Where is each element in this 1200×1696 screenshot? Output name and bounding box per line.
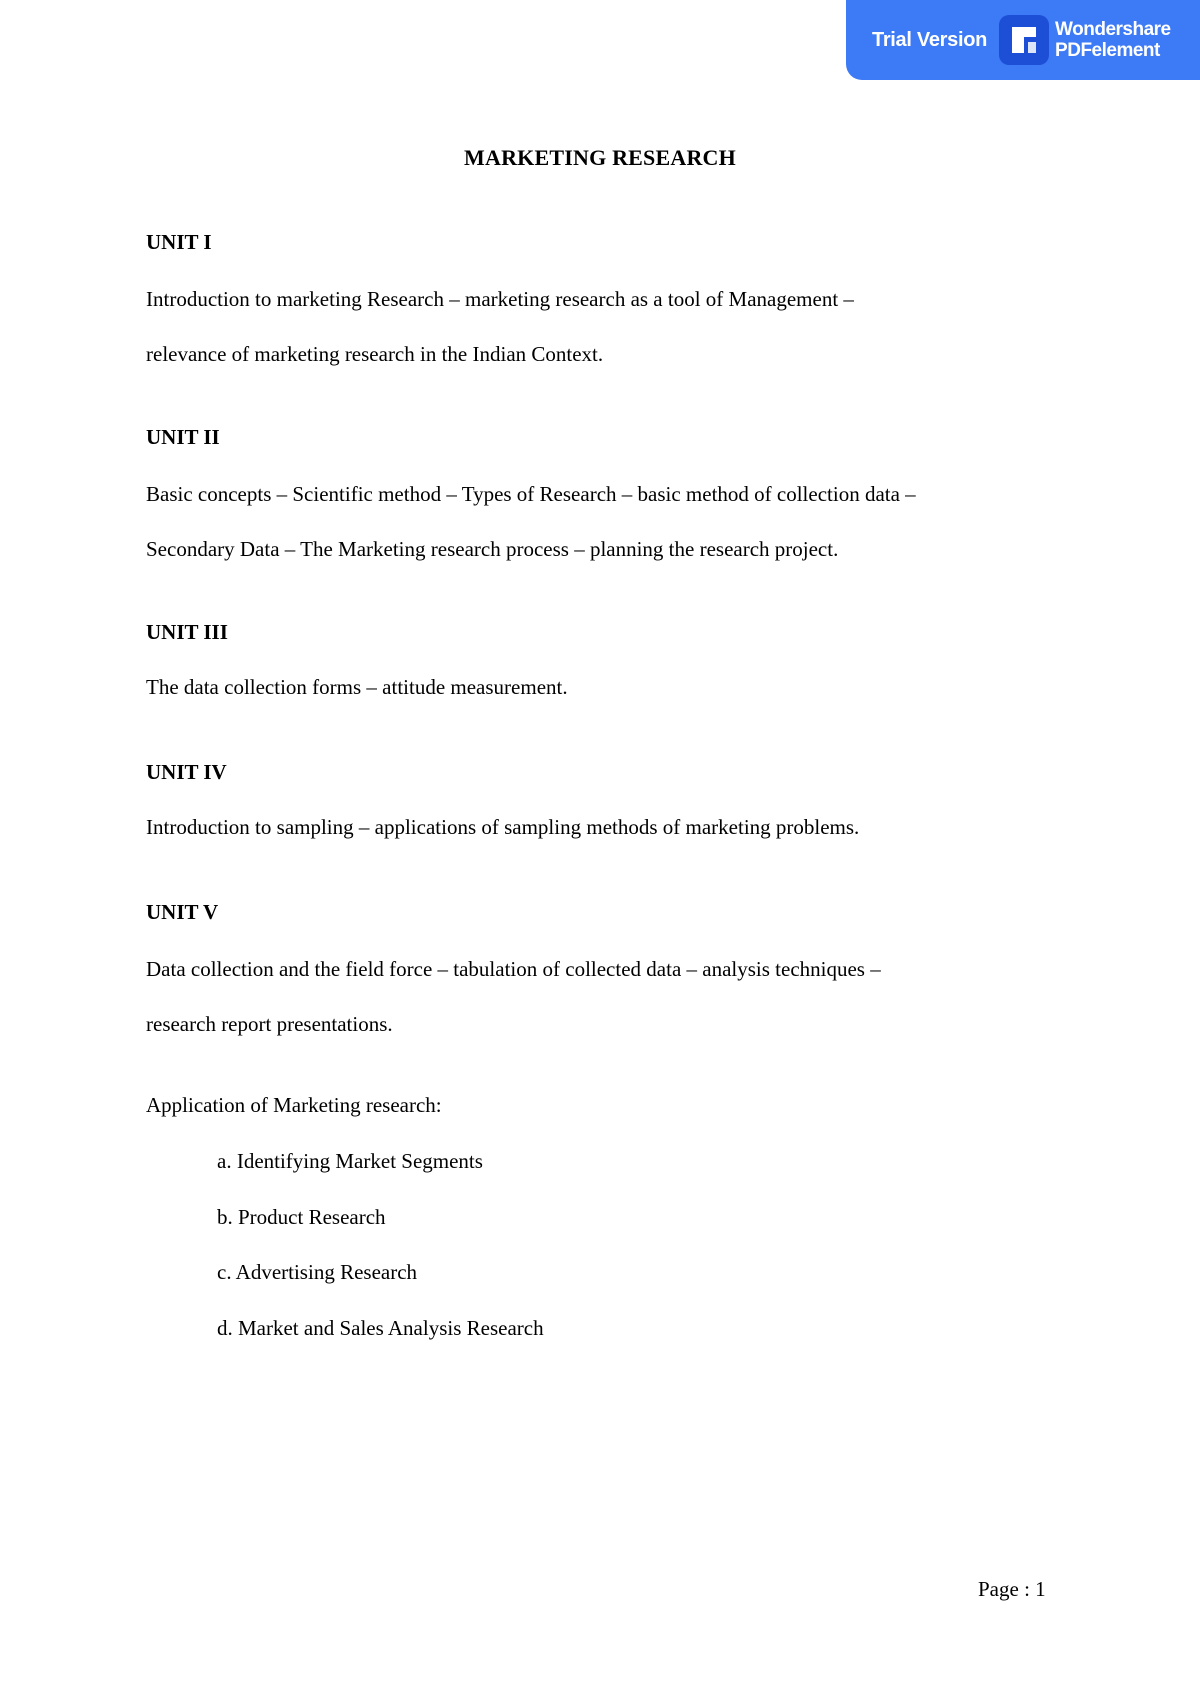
application-item-b: b. Product Research xyxy=(217,1205,386,1229)
brand-line-1: Wondershare xyxy=(1055,19,1171,40)
unit-2-line-1: Basic concepts – Scientific method – Types of Research – basic method of collection data – xyxy=(146,482,916,506)
unit-2-heading: UNIT II xyxy=(146,425,220,449)
unit-5-heading: UNIT V xyxy=(146,900,219,924)
brand-line-2: PDFelement xyxy=(1055,40,1160,61)
application-item-a: a. Identifying Market Segments xyxy=(217,1149,483,1173)
unit-1-line-2: relevance of marketing research in the Indian Context. xyxy=(146,342,604,366)
page-number: Page : 1 xyxy=(978,1577,1046,1601)
applications-intro: Application of Marketing research: xyxy=(146,1093,442,1117)
unit-5-line-1: Data collection and the field force – tabulation of collected data – analysis techniques – xyxy=(146,957,881,981)
trial-version-label: Trial Version xyxy=(872,28,988,51)
brand-name xyxy=(1055,19,1171,61)
unit-1-heading: UNIT I xyxy=(146,230,212,254)
pdfelement-logo-icon xyxy=(999,15,1049,65)
document-title: MARKETING RESEARCH xyxy=(464,145,736,170)
application-item-c: c. Advertising Research xyxy=(217,1260,418,1284)
unit-1-paragraph xyxy=(146,272,1056,382)
unit-5-line-2: research report presentations. xyxy=(146,1012,393,1036)
unit-2-line-2: Secondary Data – The Marketing research process – planning the research project. xyxy=(146,537,839,561)
unit-5-paragraph xyxy=(146,942,1056,1052)
unit-1-line-1: Introduction to marketing Research – marketing research as a tool of Management – xyxy=(146,287,854,311)
trial-watermark-badge[interactable] xyxy=(846,0,1200,80)
unit-4-heading: UNIT IV xyxy=(146,760,227,784)
application-item-d: d. Market and Sales Analysis Research xyxy=(217,1316,544,1340)
unit-3-heading: UNIT III xyxy=(146,620,228,644)
unit-3-line-1: The data collection forms – attitude measurement. xyxy=(146,675,568,699)
unit-4-line-1: Introduction to sampling – applications of sampling methods of marketing problems. xyxy=(146,815,860,839)
unit-2-paragraph xyxy=(146,467,1056,577)
